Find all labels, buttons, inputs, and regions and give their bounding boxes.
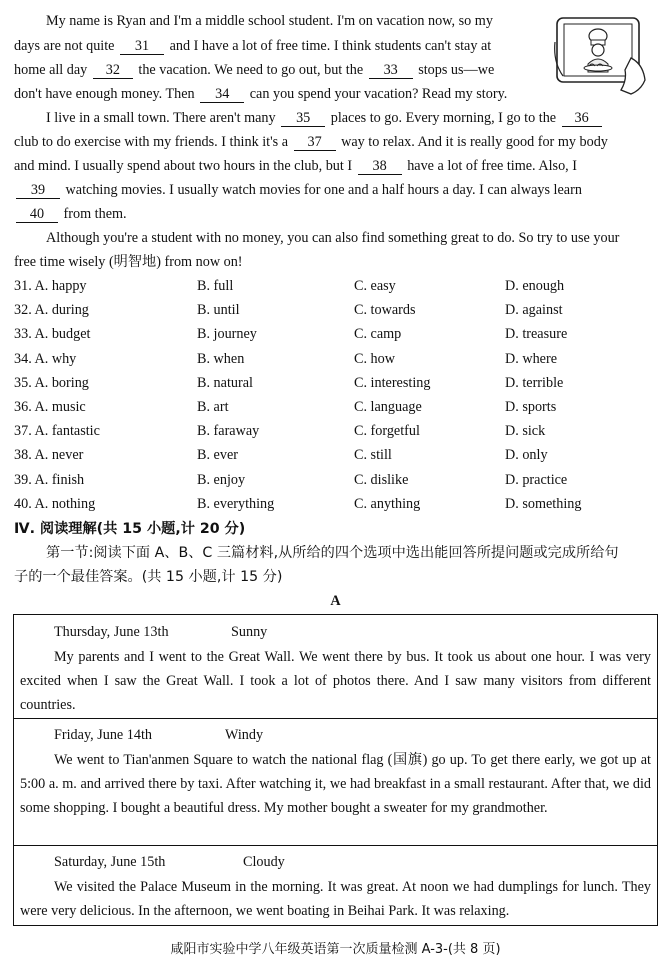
- option-b[interactable]: B. until: [197, 302, 240, 319]
- option-c[interactable]: C. language: [354, 399, 422, 415]
- diary-weather: Windy: [225, 727, 264, 743]
- passage-line: [46, 12, 659, 30]
- option-a[interactable]: 37. A. fantastic: [14, 423, 100, 440]
- option-b[interactable]: B. enjoy: [197, 471, 246, 488]
- option-d[interactable]: D. something: [505, 495, 582, 512]
- option-c[interactable]: C. anything: [354, 495, 421, 512]
- passage-text: stops us—we: [418, 62, 495, 78]
- option-c[interactable]: C. camp: [354, 326, 402, 343]
- passage-line: [14, 37, 659, 55]
- passage-text: days are not quite: [14, 38, 115, 54]
- passage-line: [14, 157, 659, 175]
- passage-text: places to go. Every morning, I go to the: [330, 110, 557, 126]
- option-a[interactable]: 35. A. boring: [14, 374, 89, 391]
- option-d[interactable]: D. terrible: [505, 374, 564, 391]
- blank-36[interactable]: 36: [562, 110, 602, 127]
- passage-text: Although you're a student with no money, you can also find something great to do. So try to use your: [46, 230, 620, 246]
- passage-line: [14, 205, 659, 223]
- blank-32[interactable]: 32: [93, 62, 133, 79]
- passage-text: watching movies. I usually watch movies for one and a half hours a day. I can always learn: [65, 182, 582, 198]
- diary-date: Thursday, June 13th: [54, 624, 169, 640]
- passage-text: and I have a lot of free time. I think students can't stay at: [169, 38, 492, 54]
- section-instruction: 子的一个最佳答案。(共 15 小题,计 15 分): [14, 569, 283, 585]
- passage-line: [14, 181, 659, 199]
- passage-text: free time wisely (明智地) from now on!: [14, 254, 243, 270]
- option-b[interactable]: B. journey: [197, 326, 257, 343]
- option-c[interactable]: C. towards: [354, 302, 416, 319]
- diary-weather: Cloudy: [243, 854, 285, 870]
- option-d[interactable]: D. sports: [505, 399, 557, 415]
- option-a[interactable]: 38. A. never: [14, 447, 84, 464]
- option-a[interactable]: 33. A. budget: [14, 326, 91, 343]
- passage-text: from them.: [63, 206, 127, 222]
- blank-35[interactable]: 35: [281, 110, 325, 127]
- diary-weather: Sunny: [231, 624, 268, 640]
- section-instruction: 第一节:阅读下面 A、B、C 三篇材料,从所给的四个选项中选出能回答所提问题或完成所给句: [46, 545, 619, 561]
- option-b[interactable]: B. ever: [197, 447, 238, 464]
- option-c[interactable]: C. how: [354, 350, 395, 367]
- option-d[interactable]: D. practice: [505, 471, 568, 488]
- passage-text: don't have enough money. Then: [14, 86, 195, 102]
- option-a[interactable]: 34. A. why: [14, 350, 77, 367]
- option-c[interactable]: C. easy: [354, 278, 396, 294]
- diary-text: We went to Tian'anmen Square to watch the national flag (国旗) go up. To get there early, we got up at 5:00 a. m. and arrived there by taxi. After watching it, we had breakfast in a small restaurant. After that, we did some shopping. I bought a beautiful dress. My mother bought a sweater for my grandmother.: [20, 752, 651, 816]
- page-footer: 咸阳市实验中学八年级英语第一次质量检测 A-3-(共 8 页): [170, 942, 501, 957]
- passage-text: way to relax. And it is really good for my body: [341, 134, 608, 150]
- passage-line: [14, 61, 659, 79]
- option-d[interactable]: D. against: [505, 302, 563, 319]
- passage-text: home all day: [14, 62, 88, 78]
- diary-entry: [14, 845, 657, 925]
- option-d[interactable]: D. sick: [505, 423, 546, 440]
- passage-text: can you spend your vacation? Read my story.: [249, 86, 508, 102]
- diary-entry: [14, 718, 657, 845]
- passage-text: My name is Ryan and I'm a middle school student. I'm on vacation now, so my: [46, 13, 493, 29]
- option-b[interactable]: B. full: [197, 278, 234, 294]
- option-a[interactable]: 40. A. nothing: [14, 495, 96, 512]
- option-b[interactable]: B. when: [197, 350, 245, 367]
- option-b[interactable]: B. faraway: [197, 423, 260, 440]
- option-d[interactable]: D. enough: [505, 278, 565, 294]
- option-c[interactable]: C. forgetful: [354, 423, 420, 440]
- option-d[interactable]: D. where: [505, 350, 557, 367]
- blank-40[interactable]: 40: [16, 206, 58, 223]
- passage-label: A: [330, 593, 341, 609]
- passage-text: I live in a small town. There aren't many: [46, 110, 276, 126]
- passage-text: and mind. I usually spend about two hours in the club, but I: [14, 158, 353, 174]
- blank-37[interactable]: 37: [294, 134, 336, 151]
- diary-entry: [14, 615, 657, 718]
- option-b[interactable]: B. art: [197, 399, 229, 415]
- option-d[interactable]: D. only: [505, 447, 548, 464]
- section-title: Ⅳ. 阅读理解(共 15 小题,计 20 分): [14, 521, 246, 537]
- diary-text: We visited the Palace Museum in the morning. It was great. At noon we had dumplings for lunch. They were very delicious. In the afternoon, we went boating in Beihai Park. It was relaxing.: [20, 879, 651, 919]
- blank-34[interactable]: 34: [200, 86, 244, 103]
- passage-text: club to do exercise with my friends. I think it's a: [14, 134, 289, 150]
- blank-31[interactable]: 31: [120, 38, 164, 55]
- option-b[interactable]: B. natural: [197, 374, 253, 391]
- diary-box: [13, 614, 658, 926]
- option-a[interactable]: 31. A. happy: [14, 278, 87, 294]
- option-a[interactable]: 32. A. during: [14, 302, 89, 319]
- passage-line: [14, 85, 659, 103]
- passage-line: [14, 253, 659, 271]
- diary-date: Saturday, June 15th: [54, 854, 166, 870]
- blank-39[interactable]: 39: [16, 182, 60, 199]
- option-c[interactable]: C. dislike: [354, 471, 409, 488]
- option-c[interactable]: C. still: [354, 447, 392, 464]
- option-a[interactable]: 39. A. finish: [14, 471, 85, 488]
- passage-line: [46, 229, 659, 247]
- passage-line: [14, 133, 659, 151]
- option-a[interactable]: 36. A. music: [14, 399, 86, 415]
- diary-date: Friday, June 14th: [54, 727, 152, 743]
- passage-line: [46, 109, 659, 127]
- passage-text: the vacation. We need to go out, but the: [138, 62, 364, 78]
- option-c[interactable]: C. interesting: [354, 374, 431, 391]
- blank-33[interactable]: 33: [369, 62, 413, 79]
- option-b[interactable]: B. everything: [197, 495, 275, 512]
- passage-text: have a lot of free time. Also, I: [407, 158, 577, 174]
- blank-38[interactable]: 38: [358, 158, 402, 175]
- option-d[interactable]: D. treasure: [505, 326, 568, 343]
- diary-text: My parents and I went to the Great Wall. We went there by bus. It took us about one hour. I was very excited when I saw the Great Wall. I took a lot of photos there. And I saw many visitors from different countries.: [20, 649, 651, 713]
